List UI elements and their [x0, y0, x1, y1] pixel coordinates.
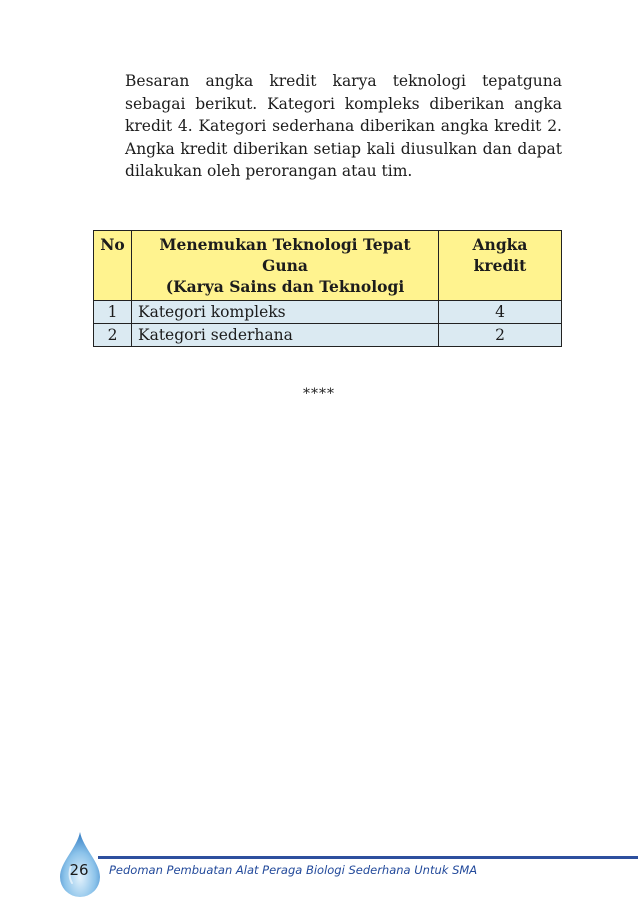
header-name-line: (Karya Sains dan Teknologi — [165, 277, 405, 296]
header-name — [132, 231, 439, 301]
row-no: 1 — [94, 301, 132, 324]
paragraph-line: dapat dilakukan oleh perorangan atau tim. — [125, 139, 562, 180]
header-credit-line: kredit — [473, 256, 527, 275]
paragraph-line: kredit 4. Kategori sederhana diberikan angka kredit — [125, 117, 542, 135]
page-footer — [0, 820, 638, 906]
header-no: No — [94, 231, 132, 301]
paragraph-line: sebagai berikut. Kategori kompleks diberikan angka — [125, 94, 562, 113]
footer-rule — [98, 856, 638, 859]
row-category: Kategori sederhana — [132, 324, 439, 347]
table-row — [94, 301, 562, 324]
table-row — [94, 324, 562, 347]
footer-book-title: Pedoman Pembuatan Alat Peraga Biologi Sederhana Untuk SMA — [109, 863, 478, 877]
body-paragraph — [125, 70, 562, 183]
header-credit — [439, 231, 562, 301]
row-credit: 4 — [439, 301, 562, 324]
page-number: 26 — [69, 861, 89, 879]
credit-table — [93, 230, 562, 347]
row-category: Kategori kompleks — [132, 301, 439, 324]
table-header-row — [94, 231, 562, 301]
header-credit-line: Angka — [472, 235, 528, 254]
row-credit: 2 — [439, 324, 562, 347]
section-separator: **** — [303, 386, 335, 402]
row-no: 2 — [94, 324, 132, 347]
paragraph-line: Besaran angka kredit karya teknologi tepatguna — [125, 72, 562, 90]
paragraph-line: 2. Angka kredit diberikan setiap kali diusulkan dan — [125, 117, 562, 158]
header-name-line: Menemukan Teknologi Tepat Guna — [159, 235, 411, 275]
